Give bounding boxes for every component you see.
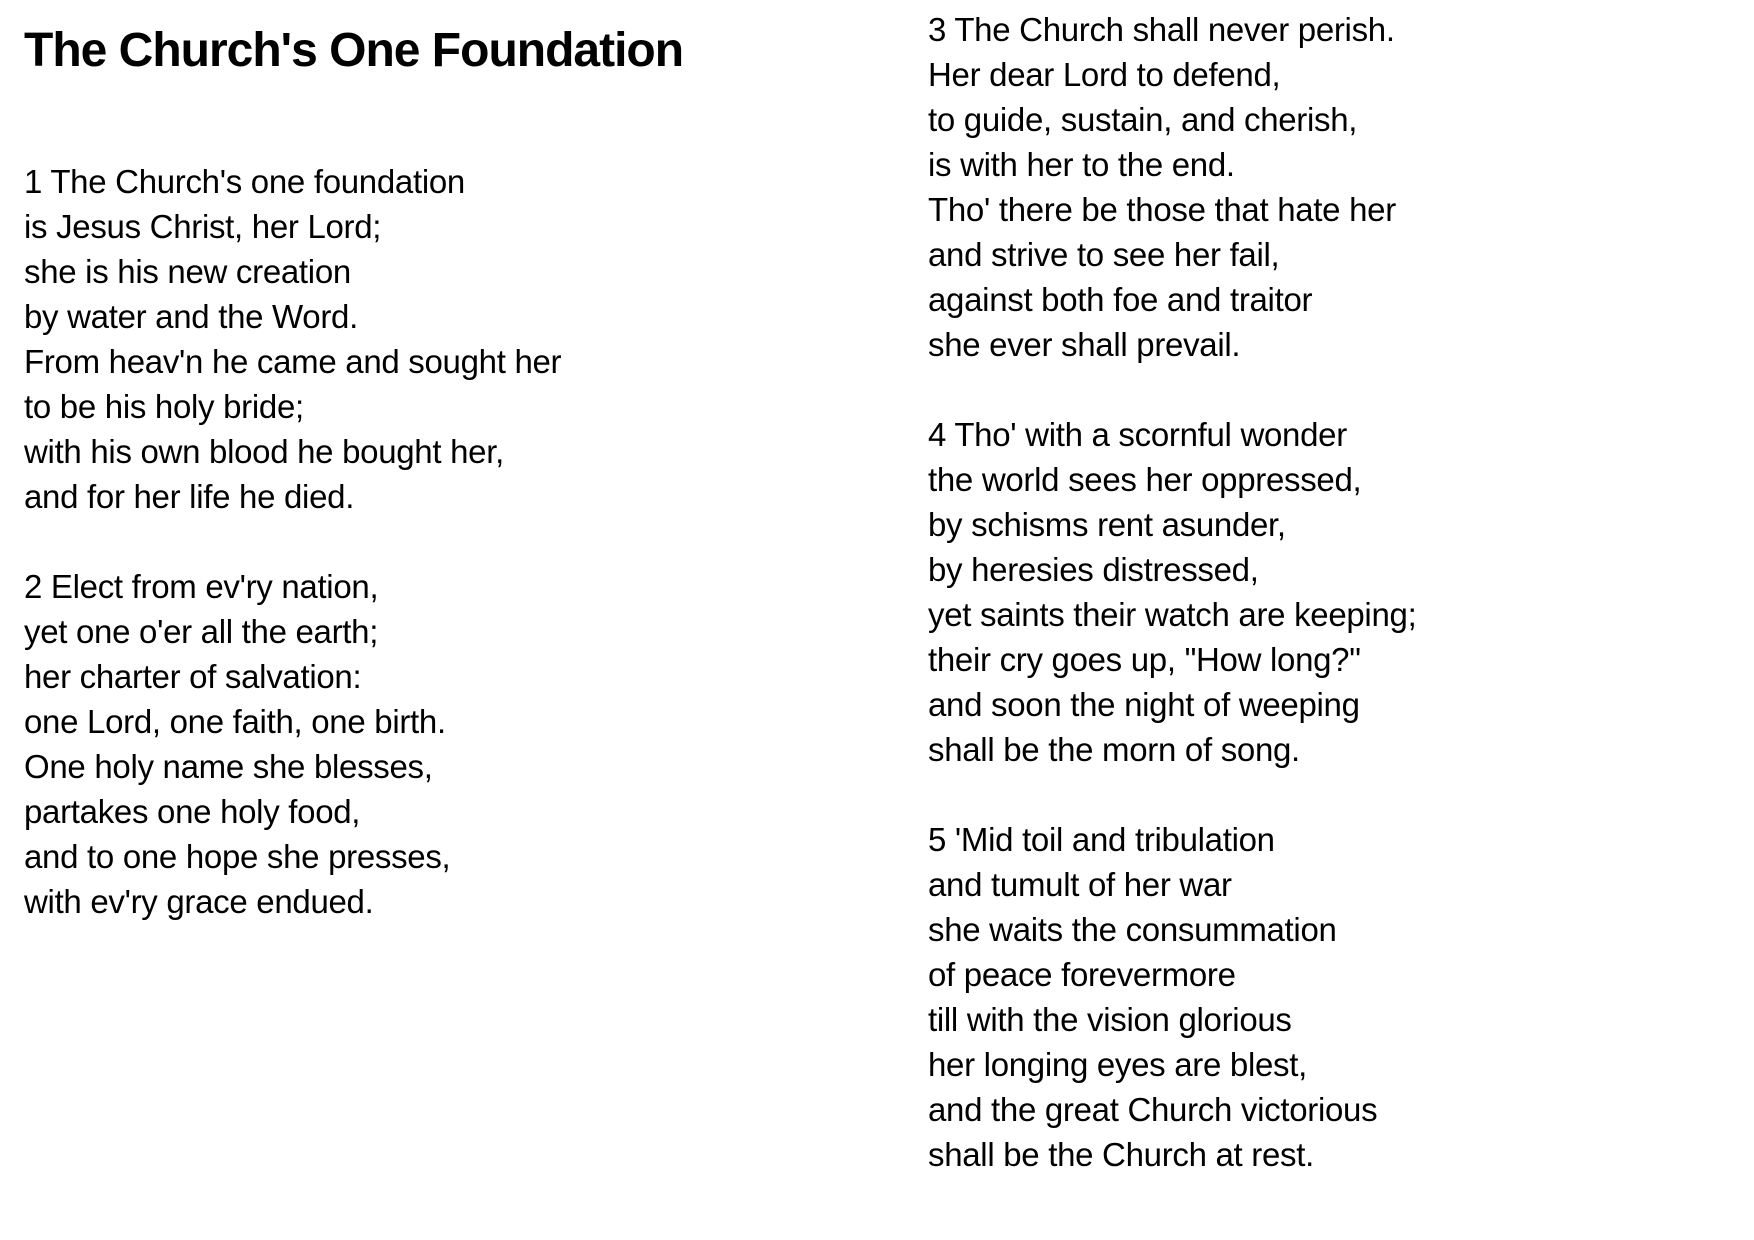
verse-line: by water and the Word. [24,298,358,335]
verse-1 [24,159,904,519]
verse-line: she is his new creation [24,253,351,290]
right-column [928,7,1738,1177]
verse-line: to guide, sustain, and cherish, [928,101,1358,138]
verse-5 [928,817,1738,1177]
verse-line: 2 Elect from ev'ry nation, [24,568,379,605]
verse-3 [928,7,1738,367]
verse-line: 1 The Church's one foundation [24,163,465,200]
verse-line: shall be the morn of song. [928,731,1300,768]
verse-line: and for her life he died. [24,478,355,515]
verse-line: to be his holy bride; [24,388,304,425]
verse-2 [24,564,904,924]
verse-line: 4 Tho' with a scornful wonder [928,416,1347,453]
verse-line: the world sees her oppressed, [928,461,1362,498]
verse-line: yet one o'er all the earth; [24,613,379,650]
verse-line: and soon the night of weeping [928,686,1360,723]
verse-4 [928,412,1738,772]
verse-line: Her dear Lord to defend, [928,56,1281,93]
verse-line: she waits the consummation [928,911,1337,948]
verse-line: is Jesus Christ, her Lord; [24,208,382,245]
verse-line: she ever shall prevail. [928,326,1241,363]
verse-line: From heav'n he came and sought her [24,343,562,380]
verse-line: shall be the Church at rest. [928,1136,1314,1173]
verse-line: One holy name she blesses, [24,748,433,785]
verse-line: and to one hope she presses, [24,838,451,875]
verse-line: and the great Church victorious [928,1091,1378,1128]
verse-line: 5 'Mid toil and tribulation [928,821,1275,858]
verse-line: partakes one holy food, [24,793,361,830]
verse-line: of peace forevermore [928,956,1236,993]
verse-line: with his own blood he bought her, [24,433,504,470]
verse-line: is with her to the end. [928,146,1235,183]
verse-line: by heresies distressed, [928,551,1259,588]
hymn-title: The Church's One Foundation [24,24,684,77]
verse-line: against both foe and traitor [928,281,1313,318]
verse-line: and tumult of her war [928,866,1232,903]
verse-line: with ev'ry grace endued. [24,883,374,920]
verse-line: Tho' there be those that hate her [928,191,1396,228]
left-column [24,24,904,924]
verse-line: one Lord, one faith, one birth. [24,703,446,740]
verse-line: yet saints their watch are keeping; [928,596,1417,633]
verse-line: till with the vision glorious [928,1001,1292,1038]
verse-line: 3 The Church shall never perish. [928,11,1395,48]
verse-line: by schisms rent asunder, [928,506,1286,543]
verse-line: their cry goes up, "How long?" [928,641,1361,678]
verse-line: and strive to see her fail, [928,236,1280,273]
verse-line: her longing eyes are blest, [928,1046,1307,1083]
verse-line: her charter of salvation: [24,658,362,695]
